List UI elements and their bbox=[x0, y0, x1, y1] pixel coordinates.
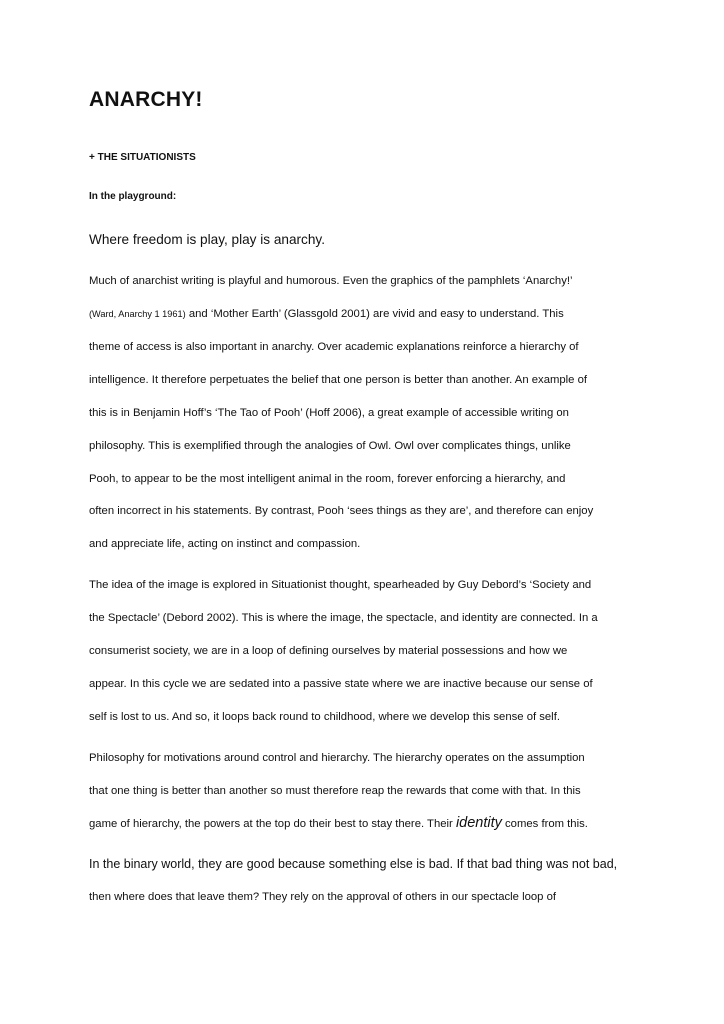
paragraph1-line2-text: and ‘Mother Earth’ (Glassgold 2001) are vivid and easy to understand. This bbox=[185, 308, 564, 320]
paragraph3-line1: Philosophy for motivations around control and hierarchy. The hierarchy operates on the assumption bbox=[89, 752, 585, 764]
paragraph3-line3-before: game of hierarchy, the powers at the top do their best to stay there. Their bbox=[89, 818, 456, 830]
paragraph1-line7: Pooh, to appear to be the most intelligent animal in the room, forever enforcing a hierarchy, and bbox=[89, 473, 566, 485]
subheading: + THE SITUATIONISTS bbox=[89, 152, 196, 163]
paragraph2-line5: self is lost to us. And so, it loops back round to childhood, where we develop this sense of self. bbox=[89, 711, 560, 723]
intro-line: Where freedom is play, play is anarchy. bbox=[89, 232, 325, 247]
paragraph2-line3: consumerist society, we are in a loop of defining ourselves by material possessions and how we bbox=[89, 645, 568, 657]
paragraph3-line3 bbox=[89, 815, 588, 832]
page-title: ANARCHY! bbox=[89, 88, 203, 111]
paragraph3-line5: then where does that leave them? They rely on the approval of others in our spectacle loop of bbox=[89, 891, 557, 903]
paragraph1-line9: and appreciate life, acting on instinct and compassion. bbox=[89, 538, 361, 550]
paragraph1-line4: intelligence. It therefore perpetuates the belief that one person is better than another. An example of bbox=[89, 374, 588, 386]
paragraph1-line8: often incorrect in his statements. By contrast, Pooh ‘sees things as they are’, and therefore can enjoy bbox=[89, 505, 594, 517]
identity-emphasis: identity bbox=[455, 815, 502, 831]
citation: (Ward, Anarchy 1 1961) bbox=[89, 309, 186, 319]
paragraph1-line3: theme of access is also important in anarchy. Over academic explanations reinforce a hierarchy of bbox=[89, 341, 579, 353]
paragraph3-line4: In the binary world, they are good because something else is bad. If that bad thing was not bad, bbox=[89, 857, 618, 871]
paragraph1-line2 bbox=[89, 306, 564, 322]
section-label: In the playground: bbox=[89, 191, 177, 202]
paragraph1-line5: this is in Benjamin Hoff’s ‘The Tao of Pooh’ (Hoff 2006), a great example of accessible writing on bbox=[89, 407, 569, 419]
paragraph2-line1: The idea of the image is explored in Situationist thought, spearheaded by Guy Debord’s ‘Society and bbox=[89, 579, 592, 591]
paragraph2-line4: appear. In this cycle we are sedated into a passive state where we are inactive because our sense of bbox=[89, 678, 593, 690]
paragraph3-line2: that one thing is better than another so must therefore reap the rewards that come with that. In this bbox=[89, 785, 581, 797]
paragraph1-line6: philosophy. This is exemplified through the analogies of Owl. Owl over complicates things, unlike bbox=[89, 440, 571, 452]
paragraph1-line1: Much of anarchist writing is playful and humorous. Even the graphics of the pamphlets ‘Anarchy!’ bbox=[89, 275, 573, 287]
paragraph3-line3-after: comes from this. bbox=[501, 818, 588, 830]
paragraph2-line2: the Spectacle’ (Debord 2002). This is where the image, the spectacle, and identity are connected. In a bbox=[89, 612, 598, 624]
